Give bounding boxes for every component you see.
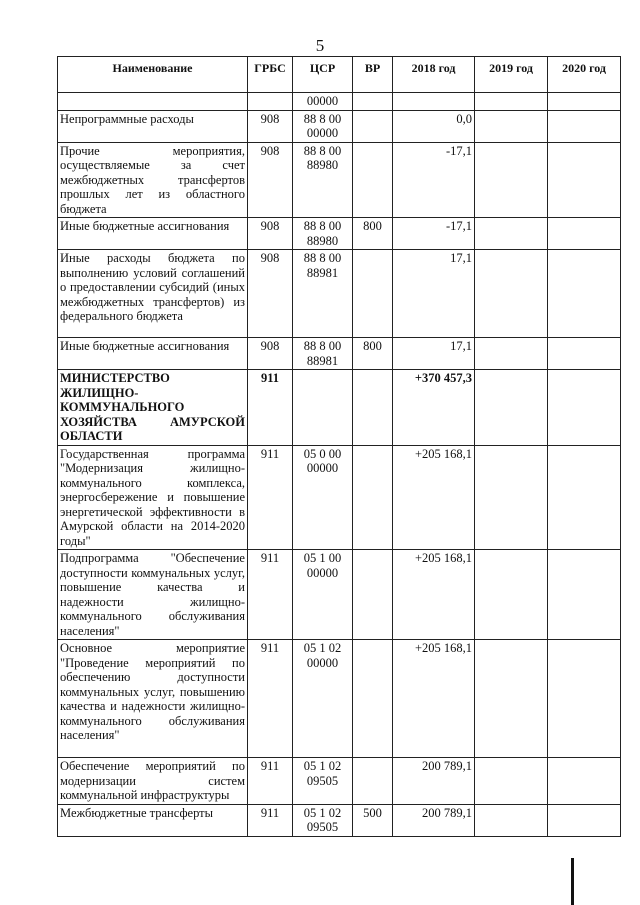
cell-y2018: +205 168,1 — [393, 550, 475, 640]
cell-csr: 05 1 02 09505 — [293, 758, 353, 805]
cell-name: Прочие мероприятия, осуществляемые за счет межбюджетных трансфертов прошлых лет из областного бюджета — [58, 142, 248, 218]
cell-grbs: 911 — [248, 804, 293, 836]
cell-vr — [353, 370, 393, 446]
cell-grbs: 908 — [248, 218, 293, 250]
cell-y2018: +205 168,1 — [393, 640, 475, 758]
cell-y2018: 0,0 — [393, 110, 475, 142]
cell-name — [58, 93, 248, 111]
margin-mark — [571, 858, 574, 905]
cell-y2020 — [548, 758, 621, 805]
cell-y2018: +205 168,1 — [393, 445, 475, 550]
cell-y2020 — [548, 445, 621, 550]
cell-y2019 — [475, 550, 548, 640]
cell-y2020 — [548, 370, 621, 446]
table-row — [58, 640, 621, 758]
table-row — [58, 250, 621, 338]
table-row — [58, 338, 621, 370]
cell-vr: 800 — [353, 218, 393, 250]
table-row — [58, 758, 621, 805]
cell-grbs: 908 — [248, 110, 293, 142]
cell-y2020 — [548, 338, 621, 370]
header-2018: 2018 год — [393, 57, 475, 93]
cell-csr: 88 8 00 88980 — [293, 218, 353, 250]
cell-y2018: -17,1 — [393, 218, 475, 250]
cell-y2020 — [548, 110, 621, 142]
cell-grbs: 911 — [248, 370, 293, 446]
cell-csr: 00000 — [293, 93, 353, 111]
cell-y2018: 17,1 — [393, 338, 475, 370]
cell-vr — [353, 640, 393, 758]
cell-y2019 — [475, 370, 548, 446]
table-row — [58, 804, 621, 836]
cell-y2020 — [548, 142, 621, 218]
cell-csr: 05 1 02 00000 — [293, 640, 353, 758]
cell-vr — [353, 445, 393, 550]
cell-y2020 — [548, 804, 621, 836]
cell-name: Иные расходы бюджета по выполнению условий соглашений о предоставлении субсидий (иных межбюджетных трансфертов) из федерального бюджета — [58, 250, 248, 338]
cell-vr — [353, 250, 393, 338]
table-row — [58, 218, 621, 250]
cell-name: Подпрограмма "Обеспечение доступности коммунальных услуг, повышение качества и надежности жилищно-коммунального обслуживания населения" — [58, 550, 248, 640]
cell-y2020 — [548, 640, 621, 758]
cell-name: МИНИСТЕРСТВО ЖИЛИЩНО-КОММУНАЛЬНОГО ХОЗЯЙСТВА АМУРСКОЙ ОБЛАСТИ — [58, 370, 248, 446]
cell-y2018: -17,1 — [393, 142, 475, 218]
table-row — [58, 142, 621, 218]
cell-grbs: 908 — [248, 250, 293, 338]
page-number: 5 — [315, 36, 325, 55]
cell-vr: 500 — [353, 804, 393, 836]
cell-csr: 05 1 00 00000 — [293, 550, 353, 640]
cell-name: Обеспечение мероприятий по модернизации систем коммунальной инфраструктуры — [58, 758, 248, 805]
header-name: Наименование — [58, 57, 248, 93]
cell-y2020 — [548, 93, 621, 111]
budget-table — [57, 56, 621, 837]
cell-grbs: 911 — [248, 445, 293, 550]
cell-name: Межбюджетные трансферты — [58, 804, 248, 836]
cell-y2018 — [393, 93, 475, 111]
cell-grbs: 908 — [248, 142, 293, 218]
cell-y2019 — [475, 445, 548, 550]
cell-y2018: 200 789,1 — [393, 804, 475, 836]
cell-grbs — [248, 93, 293, 111]
cell-y2018: 17,1 — [393, 250, 475, 338]
cell-csr: 05 1 02 09505 — [293, 804, 353, 836]
cell-csr: 88 8 00 88980 — [293, 142, 353, 218]
cell-vr — [353, 110, 393, 142]
cell-name: Иные бюджетные ассигнования — [58, 338, 248, 370]
cell-y2019 — [475, 218, 548, 250]
cell-y2018: +370 457,3 — [393, 370, 475, 446]
cell-name: Иные бюджетные ассигнования — [58, 218, 248, 250]
header-vr: ВР — [353, 57, 393, 93]
table-row — [58, 550, 621, 640]
table-row — [58, 445, 621, 550]
cell-csr: 88 8 00 00000 — [293, 110, 353, 142]
cell-y2019 — [475, 804, 548, 836]
cell-vr — [353, 93, 393, 111]
cell-y2019 — [475, 758, 548, 805]
cell-vr — [353, 142, 393, 218]
cell-y2019 — [475, 110, 548, 142]
header-grbs: ГРБС — [248, 57, 293, 93]
cell-name: Основное мероприятие "Проведение мероприятий по обеспечению доступности коммунальных услуг, повышению качества и надежности жилищно-коммунального обслуживания населения" — [58, 640, 248, 758]
header-2020: 2020 год — [548, 57, 621, 93]
header-2019: 2019 год — [475, 57, 548, 93]
table-row — [58, 370, 621, 446]
cell-csr: 88 8 00 88981 — [293, 250, 353, 338]
cell-y2020 — [548, 250, 621, 338]
cell-csr: 05 0 00 00000 — [293, 445, 353, 550]
cell-vr — [353, 550, 393, 640]
cell-vr: 800 — [353, 338, 393, 370]
cell-name: Непрограммные расходы — [58, 110, 248, 142]
cell-y2019 — [475, 250, 548, 338]
cell-grbs: 911 — [248, 758, 293, 805]
cell-vr — [353, 758, 393, 805]
cell-y2018: 200 789,1 — [393, 758, 475, 805]
cell-grbs: 908 — [248, 338, 293, 370]
cell-y2019 — [475, 142, 548, 218]
cell-y2019 — [475, 338, 548, 370]
cell-y2019 — [475, 640, 548, 758]
table-row — [58, 110, 621, 142]
table-header-row — [58, 57, 621, 93]
cell-csr — [293, 370, 353, 446]
table-row — [58, 93, 621, 111]
cell-y2020 — [548, 550, 621, 640]
cell-y2019 — [475, 93, 548, 111]
cell-grbs: 911 — [248, 640, 293, 758]
header-csr: ЦСР — [293, 57, 353, 93]
cell-y2020 — [548, 218, 621, 250]
cell-grbs: 911 — [248, 550, 293, 640]
cell-csr: 88 8 00 88981 — [293, 338, 353, 370]
cell-name: Государственная программа "Модернизация жилищно-коммунального комплекса, энергосбережение и повышение энергетической эффективности в Амурской области на 2014-2020 годы" — [58, 445, 248, 550]
